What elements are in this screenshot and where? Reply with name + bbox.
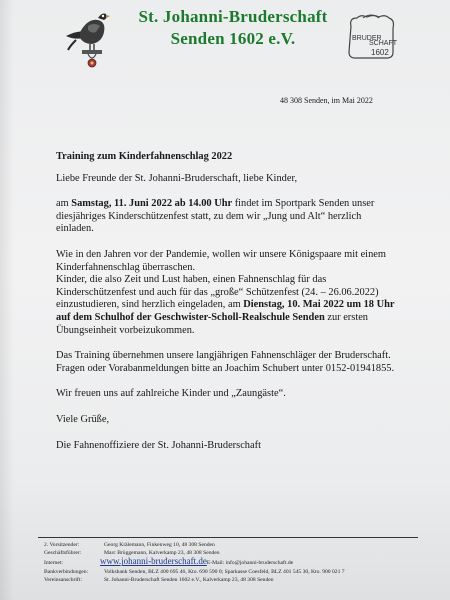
footer-row-bank [44, 568, 424, 576]
footer-value: Marc Brüggemann, Kalverkamp 23, 48 308 Senden [104, 550, 220, 557]
page-shadow [0, 0, 14, 600]
footer-value: St. Johanni-Bruderschaft Senden 1602 e.V., Kalverkamp 23, 48 308 Senden [104, 576, 274, 583]
stamp-text-3: 1602 [371, 48, 389, 57]
footer-label: Geschäftsführer: [44, 550, 82, 557]
footer-label: 2. Vorsitzender: [44, 542, 80, 548]
footer-label: Vereinsanschrift: [44, 576, 82, 583]
footer-value: Volksbank Senden, BLZ 400 695 46, Kto. 690 590 0; Sparkasse Coesfeld, BLZ 401 545 30, Kto. 900 021 7 [104, 568, 345, 575]
paragraph-training: Das Training übernehmen unsere langjährigen Fahnenschläger der Bruderschaft. Fragen oder Vorabanmeldungen bitte an Joachim Schubert unter 0152-01941855. [56, 350, 395, 374]
organization-title [128, 6, 338, 50]
letter-greeting: Liebe Freunde der St. Johanni-Bruderschaft, liebe Kinder, [56, 172, 298, 184]
paragraph-pandemic: Wie in den Jahren vor der Pandemie, wollen wir unsere Königspaare mit einem Kinderfahnenschlag überraschen. [56, 248, 386, 273]
title-line-2: Senden 1602 e.V. [170, 29, 296, 48]
website-link[interactable]: www.johanni-bruderschaft.de [100, 556, 207, 567]
p1-bold-date: Samstag, 11. Juni 2022 ab 14.00 Uhr [71, 198, 233, 210]
p3-text-start: Kinder, die also Zeit und Lust haben, einen Fahnenschlag für das Kinderschützenfest und auch für das „große“ Schützenfest (24. – 26.06.2022) einzustudieren, sind herzlich eingeladen, am [56, 274, 379, 311]
footer-label: Bankverbindungen: [44, 568, 89, 575]
dateline: 48 308 Senden, im Mai 2022 [280, 96, 373, 105]
footer-row-chairman [44, 541, 424, 549]
closing: Viele Grüße, [56, 413, 110, 425]
footer-row-internet [44, 557, 424, 567]
signature: Die Fahnenoffiziere der St. Johanni-Bruderschaft [56, 439, 261, 451]
stamp-logo-icon [345, 14, 397, 60]
p3-text-end: zur ersten Übungseinheit vorbeizukommen. [56, 311, 369, 336]
title-line-1: St. Johanni-Bruderschaft [138, 7, 328, 26]
footer-divider [38, 537, 418, 538]
p1-text-end: findet im Sportpark Senden unser diesjähriges Kinderschützenfest statt, zu dem wir „Jung und Alt“ herzlich einladen. [56, 198, 375, 235]
paragraph-event-date [56, 198, 396, 236]
paragraph-welcome: Wir freuen uns auf zahlreiche Kinder und „Zaungäste“. [56, 388, 286, 400]
paragraph-invitation [56, 274, 396, 337]
bird-logo-icon [62, 6, 110, 68]
stamp-text-1: BRUDER [352, 35, 382, 42]
p3-bold-date: Dienstag, 10. Mai 2022 um 18 Uhr auf dem Schulhof der Geschwister-Scholl-Realschule Senden [56, 299, 395, 323]
letter-body [56, 151, 396, 452]
footer-row-address [44, 576, 424, 584]
stamp-text-2: SCHAFT [369, 40, 397, 47]
footer [44, 541, 424, 584]
footer-label: Internet: [44, 560, 63, 567]
footer-value: Georg Krälemann, Finkenweg 10, 48 308 Senden [104, 542, 215, 548]
letter-subject: Training zum Kinderfahnenschlag 2022 [56, 151, 233, 162]
email-text: E-Mail: info@johanni-bruderschaft.de [206, 560, 294, 567]
p1-text-start: am [56, 198, 72, 210]
